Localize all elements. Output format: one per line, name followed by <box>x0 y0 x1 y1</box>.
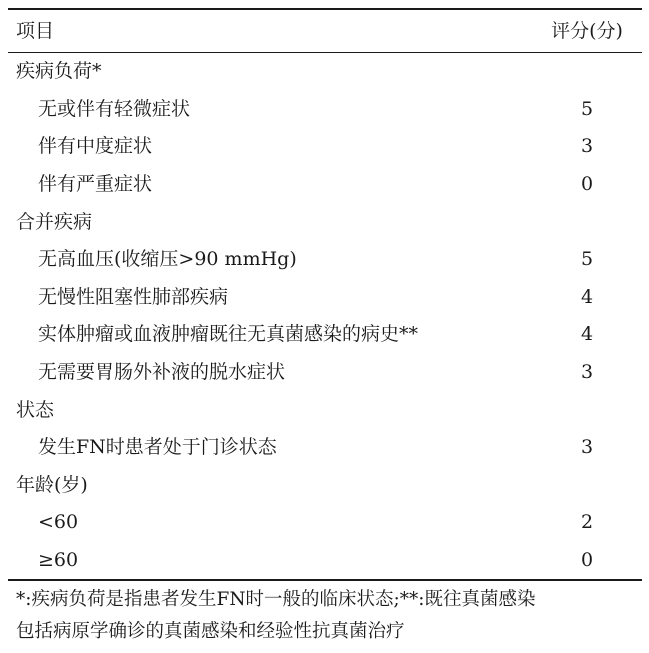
score-table <box>8 8 642 581</box>
footnote-line-2: 包括病原学确诊的真菌感染和经验性抗真菌治疗 <box>16 621 405 642</box>
table-group-row <box>8 53 642 91</box>
table-row <box>8 429 642 467</box>
score-value: 3 <box>580 436 594 459</box>
table-row <box>8 316 642 354</box>
table-group-row <box>8 467 642 505</box>
table-row <box>8 279 642 317</box>
score-value: 3 <box>580 135 594 158</box>
score-value: 5 <box>580 97 594 120</box>
score-value: 4 <box>580 323 594 346</box>
item-label: <60 <box>38 511 79 534</box>
table-row <box>8 91 642 129</box>
item-label: 无或伴有轻微症状 <box>38 97 191 120</box>
footnote-line-1: *:疾病负荷是指患者发生FN时一般的临床状态;**:既往真菌感染 <box>16 589 536 610</box>
group-label: 合并疾病 <box>16 210 93 233</box>
table-body <box>8 53 642 579</box>
table-group-row <box>8 203 642 241</box>
score-value: 5 <box>580 248 594 271</box>
group-label: 状态 <box>16 398 55 421</box>
table-row <box>8 166 642 204</box>
group-label: 疾病负荷* <box>16 60 102 83</box>
item-label: 发生FN时患者处于门诊状态 <box>38 436 277 459</box>
item-label: ≥60 <box>38 549 79 572</box>
item-label: 无需要胃肠外补液的脱水症状 <box>38 361 286 384</box>
table-row <box>8 354 642 392</box>
table-row <box>8 128 642 166</box>
item-label: 无慢性阻塞性肺部疾病 <box>38 285 229 308</box>
group-label: 年龄(岁) <box>16 473 88 496</box>
score-value: 4 <box>580 285 594 308</box>
header-item: 项目 <box>16 19 55 42</box>
item-label: 伴有严重症状 <box>38 173 153 196</box>
bottom-rule <box>8 579 642 581</box>
header-score: 评分(分) <box>551 19 623 42</box>
item-label: 伴有中度症状 <box>38 135 153 158</box>
score-value: 0 <box>580 549 594 572</box>
table-row <box>8 542 642 580</box>
table-group-row <box>8 391 642 429</box>
table-row <box>8 241 642 279</box>
score-value: 3 <box>580 361 594 384</box>
table-footnote <box>8 584 642 648</box>
score-value: 0 <box>580 173 594 196</box>
item-label: 无高血压(收缩压>90 mmHg) <box>38 248 297 271</box>
score-value: 2 <box>580 511 594 534</box>
table-row <box>8 504 642 542</box>
item-label: 实体肿瘤或血液肿瘤既往无真菌感染的病史** <box>38 323 419 346</box>
table-header <box>8 10 642 52</box>
